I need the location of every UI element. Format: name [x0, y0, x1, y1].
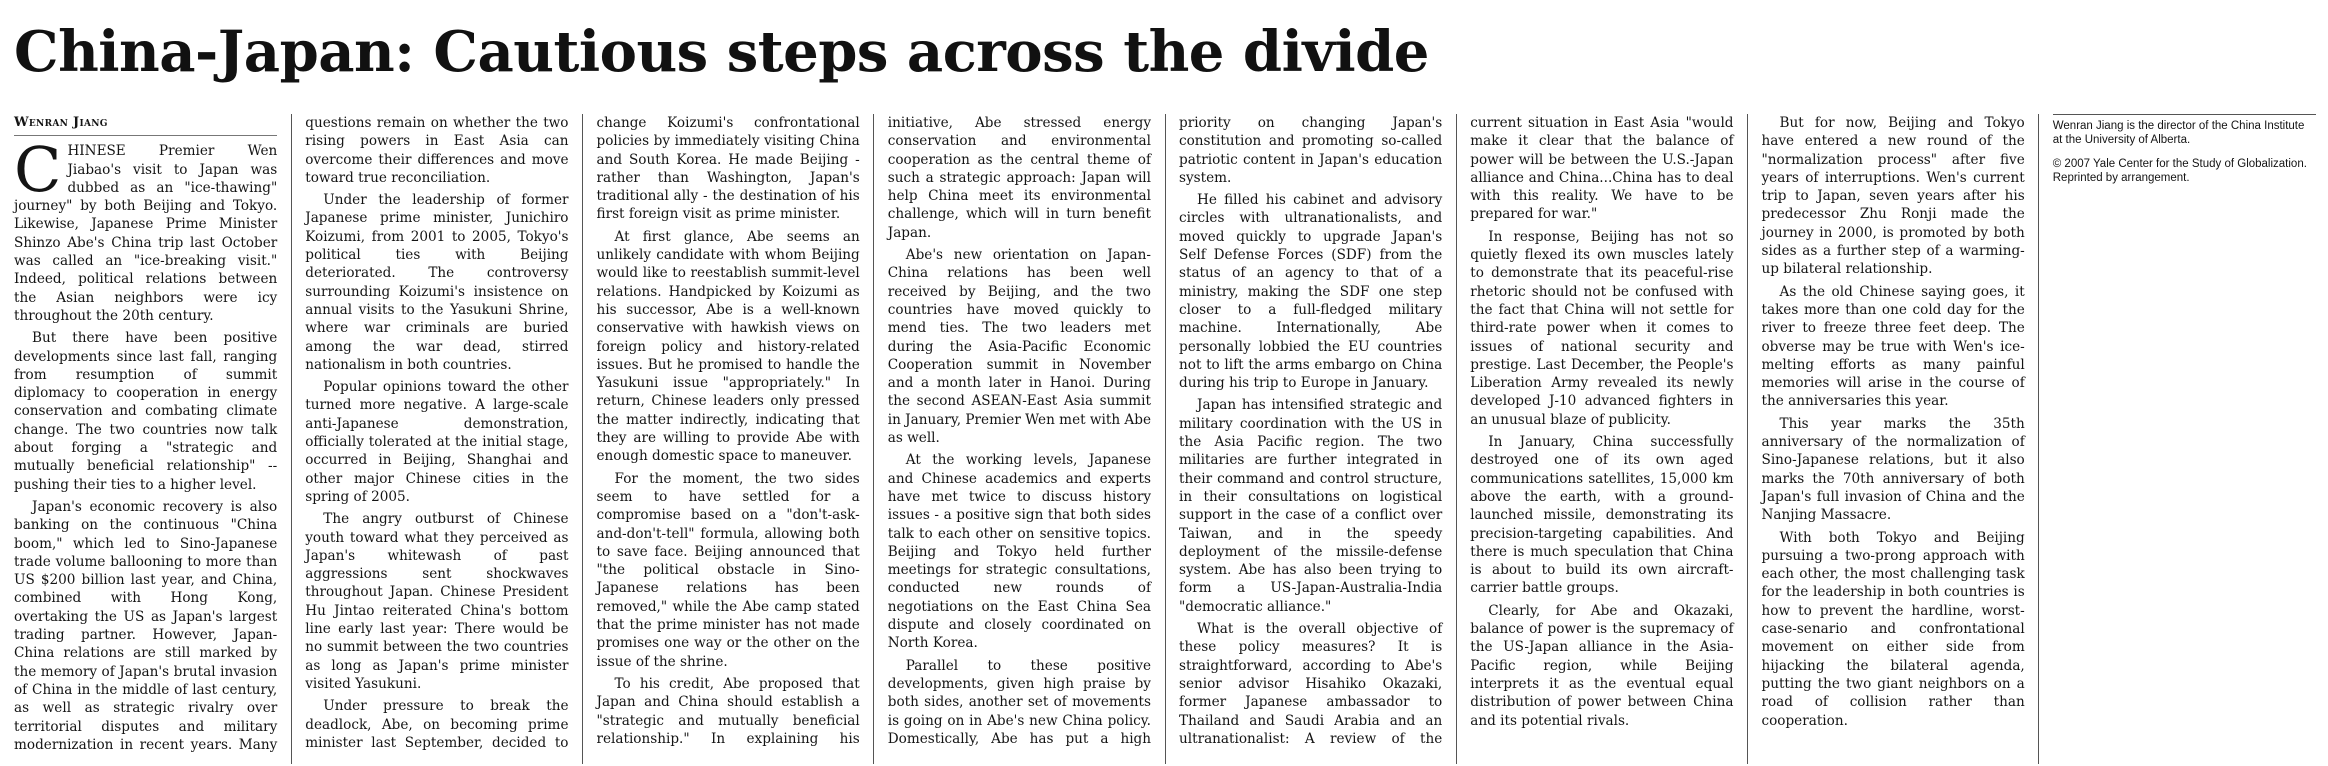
lead-paragraph [14, 133, 278, 325]
paragraph: The angry outburst of Chinese youth toward what they perceived as Japan's whitewash of past aggressions sent shockwaves throughout Japan. Chinese President Hu Jintao reiterated China's bottom line early last year: There would be no summit between the two countries as long as Japan's prime minister visited Yasukuni. [305, 511, 569, 692]
paragraph: He filled his cabinet and advisory circles with ultranationalists, and moved quickly to upgrade Japan's Self Defense Forces (SDF) from the status of an agency to that of a ministry, making the SDF one step closer to a full-fledged military machine. Internationally, Abe personally lobbied the EU countries not to lift the arms embargo on China during his trip to Europe in January. [1179, 192, 1443, 392]
paragraph: In response, Beijing has not so quietly flexed its own muscles lately to demonstrate that its peaceful-rise rhetoric should not be confused with the fact that China will not settle for third-rate power when it comes to issues of national security and prestige. Last December, the People's Liberation Army revealed its newly developed J-10 advanced fighters in an unusual blaze of publicity. [1470, 228, 1734, 428]
copyright-notice: © 2007 Yale Center for the Study of Globalization. Reprinted by arrangement. [2052, 158, 2307, 184]
byline: Wenran Jiang [14, 114, 277, 136]
paragraph: Under the leadership of former Japanese prime minister, Junichiro Koizumi, from 2001 to 2005, Tokyo's political ties with Beijing deteriorated. The controversy surrounding Koizumi's insistence on annual visits to the Yasukuni Shrine, where war criminals are buried among the war dead, stirred nationalism in both countries. [305, 192, 569, 373]
paragraph: As the old Chinese saying goes, it takes more than one cold day for the river to freeze three feet deep. The obverse may be true with Wen's ice-melting efforts as many painful memories will arise in the course of the anniversaries this year. [1761, 283, 2025, 410]
paragraph: This year marks the 35th anniversary of the normalization of Sino-Japanese relations, but it also marks the 70th anniversary of both Japan's full invasion of China and the Nanjing Massacre. [1761, 415, 2025, 524]
paragraph: For the moment, the two sides seem to have settled for a compromise based on a "don't-ask-and-don't-tell" formula, allowing both to save face. Beijing announced that "the political obstacle in Sino-Japanese relations has been removed," while the Abe camp stated that the prime minister has not made promises one way or the other on the issue of the shrine. [596, 470, 860, 670]
paragraph: But there have been positive developments since last fall, ranging from resumption of summit diplomacy to cooperation in energy conservation and combating climate change. The two countries now talk about forging a "strategic and mutually beneficial relationship" -- pushing their ties to a higher level. [14, 330, 278, 493]
paragraph: What is the overall objective of these policy measures? It is straightforward, according to Abe's senior advisor Hisahiko Okazaki, former Japanese ambassador to Thailand and Saudi Arabia and an ultranationalist: A review of the current situation in East Asia "would make it clear that the balance of power will be between the U.S.-Japan alliance and China...China has to deal with this reality. We have to be prepared for war." [1179, 115, 1734, 747]
paragraph: Japan's economic recovery is also banking on the continuous "China boom," which led to Sino-Japanese trade volume ballooning to more than US $200 billion last year, and China, combined with Hong Kong, overtaking the US as Japan's largest trading partner. However, Japan-China relations are still marked by the memory of Japan's brutal invasion of China in the middle of last century, as well as strategic rivalry over territorial disputes and military modernization in recent years. Many questions remain on whether the two rising powers in East Asia can overcome their differences and move toward true reconciliation. [14, 115, 569, 753]
author-note: Wenran Jiang is the director of the China Institute at the University of Alberta. [2052, 120, 2305, 146]
article-footnote [2053, 114, 2316, 185]
paragraph: At first glance, Abe seems an unlikely candidate with whom Beijing would like to reestablish summit-level relations. Handpicked by Koizumi as his successor, Abe is a well-known conservative with hawkish views on foreign policy and history-related issues. But he promised to handle the Yasukuni issue "appropriately." In return, Chinese leaders only pressed the matter indirectly, indicating that they are willing to provide Abe with enough domestic space to maneuver. [596, 228, 860, 465]
paragraph: At the working levels, Japanese and Chinese academics and experts have met twice to discuss history issues - a positive sign that both sides talk to each other on sensitive topics. Beijing and Tokyo held further meetings for strategic consultations, conducted new rounds of negotiations on the East China Sea dispute and closely coordinated on North Korea. [887, 452, 1151, 652]
lead-text: HINESE Premier Wen Jiabao's visit to Japan was dubbed as an "ice-thawing" journey" by both Beijing and Tokyo. Likewise, Japanese Prime Minister Shinzo Abe's China trip last October was called an "ice-breaking visit." Indeed, political relations between the Asian neighbors were icy throughout the 20th century. [14, 143, 278, 324]
paragraph: Abe's new orientation on Japan-China relations has been well received by Beijing, and the two countries have moved quickly to mend ties. The two leaders met during the Asia-Pacific Economic Cooperation summit in November and a month later in Hanoi. During the second ASEAN-East Asia summit in January, Premier Wen met with Abe as well. [887, 247, 1151, 447]
paragraph: In January, China successfully destroyed one of its own aged communications satellites, 15,000 km above the earth, with a ground-launched missile, demonstrating its precision-targeting capabilities. And there is much speculation that China is about to build its own aircraft-carrier battle groups. [1470, 434, 1734, 597]
headline: China-Japan: Cautious steps across the divide [14, 19, 1429, 85]
paragraph: Popular opinions toward the other turned more negative. A large-scale anti-Japanese demonstration, officially tolerated at the initial stage, occurred in Beijing, Shanghai and other major Chinese cities in the spring of 2005. [305, 379, 569, 505]
paragraph: Parallel to these positive developments, given high praise by both sides, another set of movements is going on in Abe's new China policy. Domestically, Abe has put a high priority on changing Japan's constitution and promoting so-called patriotic content in Japan's education system. [887, 115, 1443, 747]
paragraph: To his credit, Abe proposed that Japan and China should establish a "strategic and mutually beneficial relationship." In explaining his initiative, Abe stressed energy conservation and environmental cooperation as the central theme of such a strategic approach: Japan will help China meet its environmental challenge, which will in turn benefit Japan. [596, 115, 1151, 747]
paragraph: Under pressure to break the deadlock, Abe, on becoming prime minister last September, decided to change Koizumi's confrontational policies by immediately visiting China and South Korea. He made Beijing - rather than Washington, Japan's traditional ally - the destination of his first foreign visit as prime minister. [305, 115, 860, 751]
paragraph: With both Tokyo and Beijing pursuing a two-prong approach with each other, the most challenging task for the leadership in both countries is how to prevent the hardline, worst-case-senario and confrontational movement on either side from hijacking the bilateral agenda, putting the two giant neighbors on a road of collision rather than cooperation. [1761, 529, 2025, 729]
paragraph: But for now, Beijing and Tokyo have entered a new round of the "normalization process" after five years of interruptions. Wen's current trip to Japan, seven years after his predecessor Zhu Ronji made the journey in 2000, is promoted by both sides as a further step of a warming-up bilateral relationship. [1761, 115, 2025, 278]
paragraph: Japan has intensified strategic and military coordination with the US in the Asia Pacific region. The two militaries are further integrated in their command and control structure, in their consultations on logistical support in the case of a conflict over Taiwan, and in the speedy deployment of the missile-defense system. Abe has also been trying to form a US-Japan-Australia-India "democratic alliance." [1179, 397, 1443, 615]
drop-cap: C [14, 133, 62, 207]
article-body [14, 114, 2316, 764]
paragraph: Clearly, for Abe and Okazaki, balance of power is the supremacy of the US-Japan alliance in the Asia-Pacific region, while Beijing interprets it as the eventual equal distribution of power between China and its potential rivals. [1470, 602, 1734, 729]
